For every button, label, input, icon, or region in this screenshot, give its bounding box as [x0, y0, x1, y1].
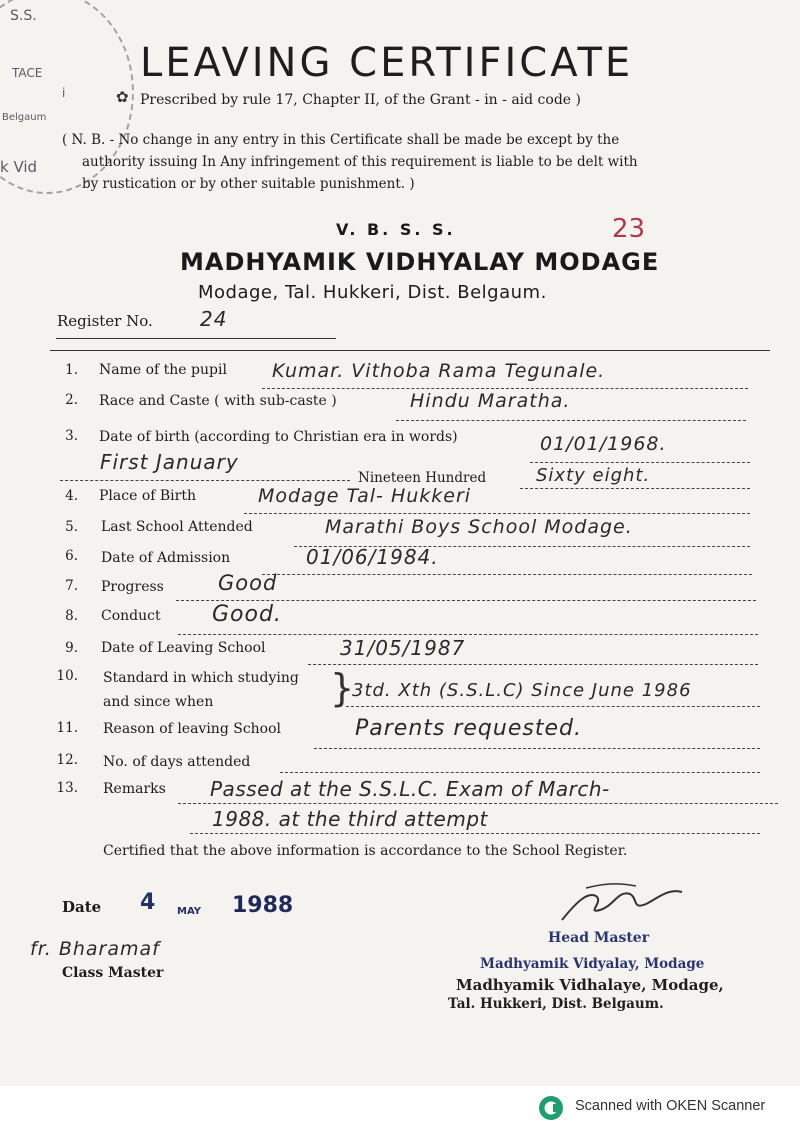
date-month: MAY — [177, 906, 201, 917]
date-year: 1988 — [232, 893, 294, 918]
row-number: 4. — [65, 488, 78, 504]
head-master-address: Tal. Hukkeri, Dist. Belgaum. — [448, 996, 664, 1012]
scanner-watermark-text: Scanned with OKEN Scanner — [575, 1098, 766, 1114]
row-label-standard: Standard in which studying — [103, 670, 299, 686]
note-line-1: ( N. B. - No change in any entry in this Certificate shall be made be except by the — [62, 132, 620, 148]
date-of-birth: 01/01/1968. — [540, 433, 667, 455]
row-label-dob: Date of birth (according to Christian era in words) — [99, 429, 458, 445]
date-day: 4 — [140, 890, 156, 915]
oken-scanner-icon — [538, 1095, 564, 1121]
dob-year-words: Sixty eight. — [536, 465, 651, 486]
row-number: 10. — [56, 668, 78, 684]
stamp-text: i — [62, 86, 66, 100]
head-master-title: Head Master — [548, 930, 650, 946]
row-number: 11. — [56, 720, 78, 736]
register-value: 24 — [200, 307, 228, 331]
head-master-stamp-line: Madhyamik Vidyalay, Modage — [480, 956, 705, 972]
conduct-value: Good. — [212, 602, 282, 627]
row-label-admission: Date of Admission — [101, 550, 231, 566]
dob-middle-words: Nineteen Hundred — [358, 470, 487, 486]
row-label-place: Place of Birth — [99, 488, 196, 504]
row-label-days: No. of days attended — [103, 754, 251, 770]
row-label-last-school: Last School Attended — [101, 519, 253, 535]
date-label: Date — [62, 898, 102, 916]
row-label-since: and since when — [103, 694, 214, 710]
pupil-name: Kumar. Vithoba Rama Tegunale. — [272, 360, 606, 382]
head-master-signature — [556, 880, 686, 928]
stamp-text: S.S. — [10, 8, 37, 24]
certificate-title: LEAVING CERTIFICATE — [140, 40, 634, 86]
last-school: Marathi Boys School Modage. — [325, 516, 633, 538]
date-of-admission: 01/06/1984. — [306, 545, 439, 569]
row-label-progress: Progress — [101, 579, 164, 595]
organisation-name: V. B. S. S. — [336, 220, 456, 239]
head-master-school: Madhyamik Vidhalaye, Modage, — [456, 976, 724, 994]
emblem-icon: ✿ — [116, 88, 129, 106]
serial-number: 23 — [612, 214, 646, 244]
scanner-watermark-bar — [0, 1086, 800, 1131]
standard-value: 3td. Xth (S.S.L.C) Since June 1986 — [352, 680, 692, 701]
remarks-line-2: 1988. at the third attempt — [212, 807, 488, 831]
brace-glyph: } — [330, 666, 355, 710]
remarks-line-1: Passed at the S.S.L.C. Exam of March- — [210, 777, 610, 801]
row-number: 9. — [65, 640, 78, 656]
class-master-label: Class Master — [62, 965, 164, 981]
prescribed-rule: Prescribed by rule 17, Chapter II, of the Grant - in - aid code ) — [140, 92, 581, 108]
row-number: 1. — [65, 362, 78, 378]
date-of-leaving: 31/05/1987 — [340, 636, 466, 660]
note-line-2: authority issuing In Any infringement of this requirement is liable to be delt with — [82, 154, 638, 170]
row-number: 7. — [65, 578, 78, 594]
row-label-remarks: Remarks — [103, 781, 166, 797]
race-caste: Hindu Maratha. — [410, 390, 571, 412]
note-line-3: by rustication or by other suitable punishment. ) — [82, 176, 415, 192]
stamp-text: k Vid — [0, 158, 38, 176]
class-master-signature: fr. Bharamaf — [30, 938, 160, 960]
row-number: 3. — [65, 428, 78, 444]
row-label-conduct: Conduct — [101, 608, 161, 624]
row-label-name: Name of the pupil — [99, 362, 227, 378]
row-number: 12. — [56, 752, 78, 768]
row-number: 13. — [56, 780, 78, 796]
place-of-birth: Modage Tal- Hukkeri — [258, 485, 472, 507]
stamp-text: Belgaum — [2, 112, 47, 123]
row-number: 8. — [65, 608, 78, 624]
row-label-leaving: Date of Leaving School — [101, 640, 266, 656]
stamp-text: TACE — [12, 66, 43, 80]
row-number: 2. — [65, 392, 78, 408]
school-name: MADHYAMIK VIDHYALAY MODAGE — [180, 248, 660, 276]
dob-month-words: First January — [100, 450, 239, 474]
certified-statement: Certified that the above information is accordance to the School Register. — [103, 843, 628, 859]
row-number: 6. — [65, 548, 78, 564]
row-label-caste: Race and Caste ( with sub-caste ) — [99, 393, 337, 409]
row-number: 5. — [65, 519, 78, 535]
leaving-reason: Parents requested. — [355, 716, 582, 741]
progress-value: Good — [218, 571, 278, 595]
row-label-reason: Reason of leaving School — [103, 721, 282, 737]
register-label: Register No. — [57, 312, 153, 330]
school-address: Modage, Tal. Hukkeri, Dist. Belgaum. — [198, 282, 547, 303]
